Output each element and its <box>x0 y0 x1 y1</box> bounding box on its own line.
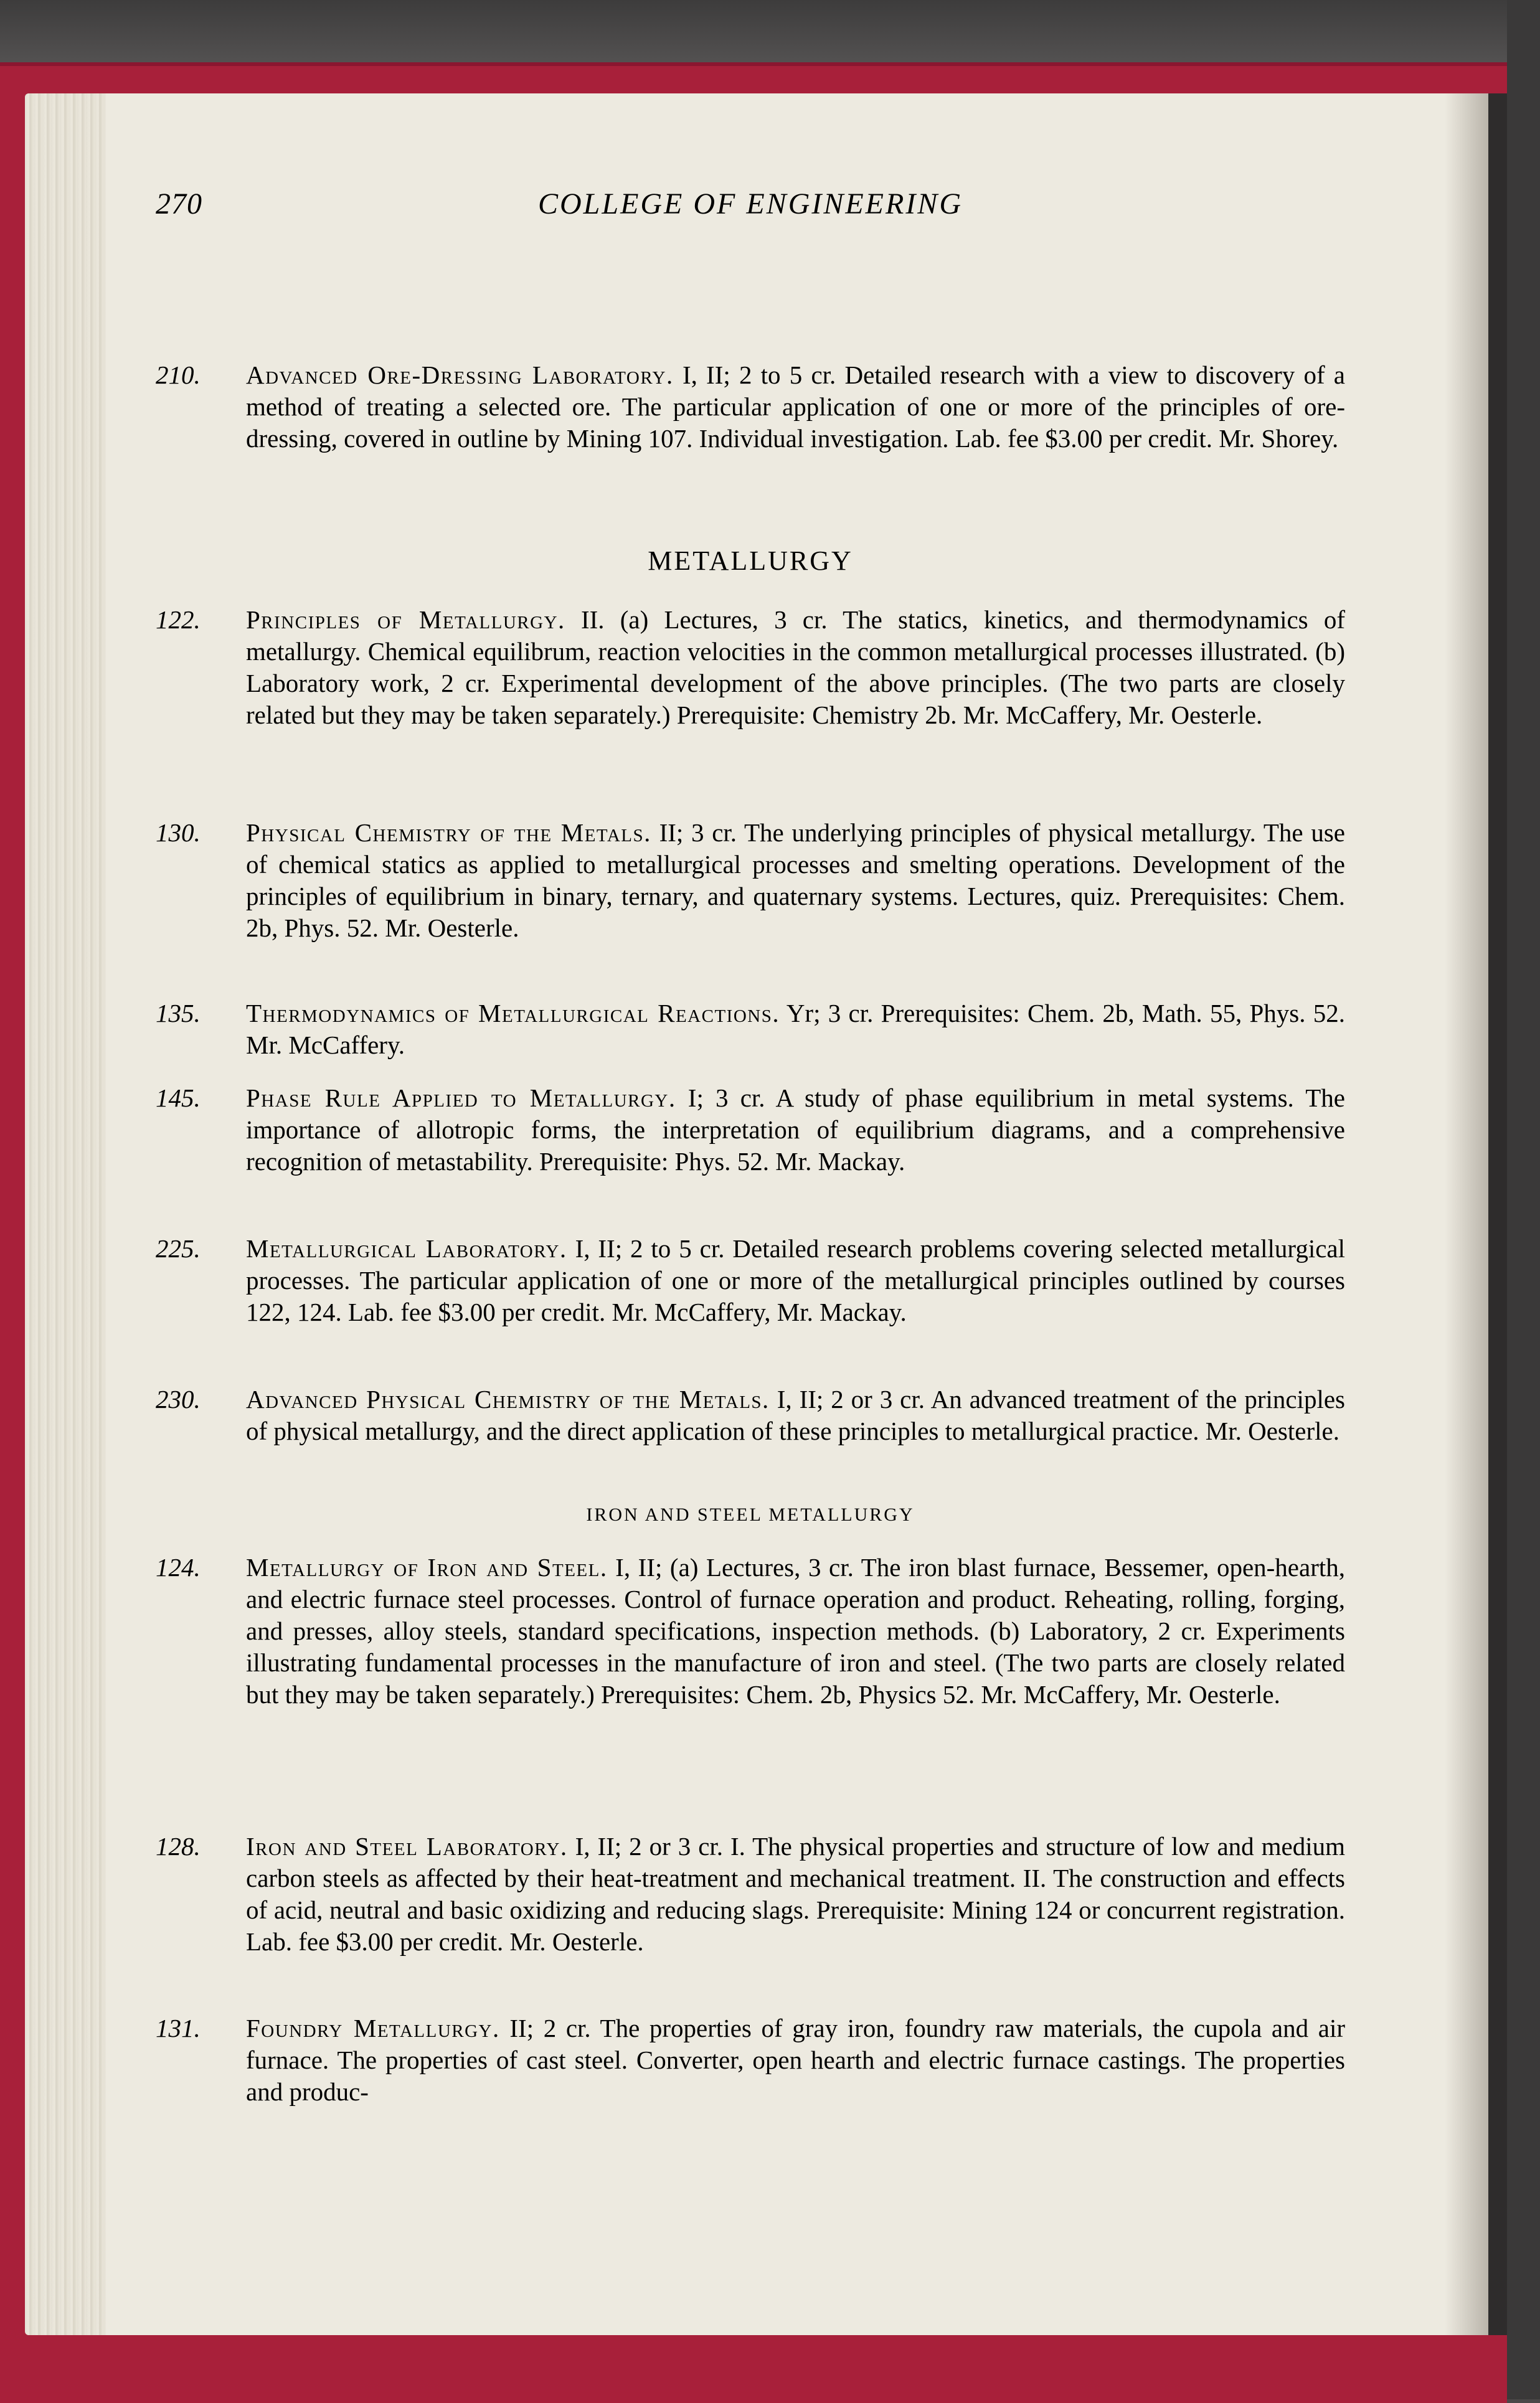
background-top <box>0 0 1540 68</box>
course-number: 145. <box>156 1083 201 1112</box>
background-right <box>1507 0 1540 2399</box>
course-title: Iron and Steel Laboratory. <box>246 1832 568 1861</box>
section-heading-metallurgy: METALLURGY <box>648 545 853 576</box>
course-225 <box>156 1233 1345 1328</box>
course-title: Principles of Metallurgy. <box>246 605 565 634</box>
course-122 <box>156 604 1345 731</box>
course-title: Metallurgical Laboratory. <box>246 1234 567 1263</box>
course-number: 122. <box>156 605 201 634</box>
course-description <box>246 817 1345 944</box>
course-number: 230. <box>156 1385 201 1414</box>
course-description <box>246 604 1345 731</box>
course-number: 130. <box>156 818 201 847</box>
course-description <box>246 998 1345 1061</box>
page-edges <box>25 93 112 2335</box>
course-title: Advanced Ore-Dressing Laboratory. <box>246 361 674 389</box>
course-number: 135. <box>156 999 201 1027</box>
page-title: COLLEGE OF ENGINEERING <box>538 187 963 220</box>
subheading-iron-steel: IRON AND STEEL METALLURGY <box>586 1504 915 1525</box>
course-number: 225. <box>156 1234 201 1263</box>
course-body: I; 3 cr. A study of phase equilibrium in metal systems. The importance of allotropic forms, the interpretation of equilibrium diagrams, and a comprehensive recognition of metastability. Prerequisite: Phys. 52. Mr. Mackay. <box>246 1083 1345 1176</box>
course-number: 128. <box>156 1832 201 1861</box>
course-number: 210. <box>156 361 201 389</box>
course-title: Metallurgy of Iron and Steel. <box>246 1553 608 1582</box>
page-gutter-shadow <box>1445 93 1488 2335</box>
course-135 <box>156 998 1345 1061</box>
course-131 <box>156 2013 1345 2108</box>
course-body: I, II; (a) Lectures, 3 cr. The iron blast furnace, Bessemer, open-hearth, and electric furnace steel processes. Control of furnace operation and product. Reheating, rolling, forging, and presses, alloy steels, standard specifications, inspection methods. (b) Laboratory, 2 cr. Experiments illustrating fundamental processes in the manufacture of iron and steel. (The two parts are closely related but they may be taken separately.) Prerequisites: Chem. 2b, Physics 52. Mr. McCaffery, Mr. Oesterle. <box>246 1553 1345 1709</box>
course-description <box>246 1831 1345 1958</box>
course-title: Physical Chemistry of the Metals. <box>246 818 651 847</box>
course-description <box>246 1552 1345 1711</box>
course-body: II; 2 cr. The properties of gray iron, foundry raw materials, the cupola and air furnace. The properties of cast steel. Converter, open hearth and electric furnace castings. The properties and produc- <box>246 2014 1345 2106</box>
course-145 <box>156 1082 1345 1178</box>
course-description <box>246 359 1345 455</box>
course-124 <box>156 1552 1345 1711</box>
course-128 <box>156 1831 1345 1958</box>
course-description <box>246 1082 1345 1178</box>
course-body: II; 3 cr. The underlying principles of physical metallurgy. The use of chemical statics as applied to metallurgical processes and smelting operations. Development of the principles of equilibrium in binary, ternary, and quaternary systems. Lectures, quiz. Prerequisites: Chem. 2b, Phys. 52. Mr. Oesterle. <box>246 818 1345 942</box>
course-title: Thermodynamics of Metallurgical Reactions. <box>246 999 780 1027</box>
course-title: Phase Rule Applied to Metallurgy. <box>246 1083 676 1112</box>
gutter-edge <box>1488 93 1507 2335</box>
page-number: 270 <box>156 187 202 220</box>
course-body: I, II; 2 to 5 cr. Detailed research problems covering selected metallurgical processes. The particular application of one or more of the metallurgical principles outlined by courses 122, 124. Lab. fee $3.00 per credit. Mr. McCaffery, Mr. Mackay. <box>246 1234 1345 1326</box>
course-number: 131. <box>156 2014 201 2042</box>
course-body: I, II; 2 or 3 cr. I. The physical properties and structure of low and medium carbon steels as affected by their heat-treatment and mechanical treatment. II. The construction and effects of acid, neutral and basic oxidizing and reducing slags. Prerequisite: Mining 124 or concurrent registration. Lab. fee $3.00 per credit. Mr. Oesterle. <box>246 1832 1345 1956</box>
course-title: Advanced Physical Chemistry of the Metals. <box>246 1385 770 1414</box>
course-130 <box>156 817 1345 944</box>
course-body: Yr; 3 cr. Prerequisites: Chem. 2b, Math. 55, Phys. 52. Mr. McCaffery. <box>246 999 1345 1059</box>
course-body: II. (a) Lectures, 3 cr. The statics, kinetics, and thermodynamics of metallurgy. Chemical equilibrum, reaction velocities in the common metallurgical processes illustrated. (b) Laboratory work, 2 cr. Experimental development of the above principles. (The two parts are closely related but they may be taken separately.) Prerequisite: Chemistry 2b. Mr. McCaffery, Mr. Oesterle. <box>246 605 1345 729</box>
course-number: 124. <box>156 1553 201 1582</box>
course-title: Foundry Metallurgy. <box>246 2014 500 2042</box>
course-description <box>246 1233 1345 1328</box>
course-body: I, II; 2 to 5 cr. Detailed research with a view to discovery of a method of treating a selected ore. The particular application of one or more of the principles of ore-dressing, covered in outline by Mining 107. Individual investigation. Lab. fee $3.00 per credit. Mr. Shorey. <box>246 361 1345 453</box>
course-description <box>246 1384 1345 1447</box>
course-230 <box>156 1384 1345 1447</box>
course-210 <box>156 359 1345 455</box>
course-body: I, II; 2 or 3 cr. An advanced treatment of the principles of physical metallurgy, and the direct application of these principles to metallurgical practice. Mr. Oesterle. <box>246 1385 1345 1445</box>
course-description <box>246 2013 1345 2108</box>
running-head <box>156 187 1345 230</box>
